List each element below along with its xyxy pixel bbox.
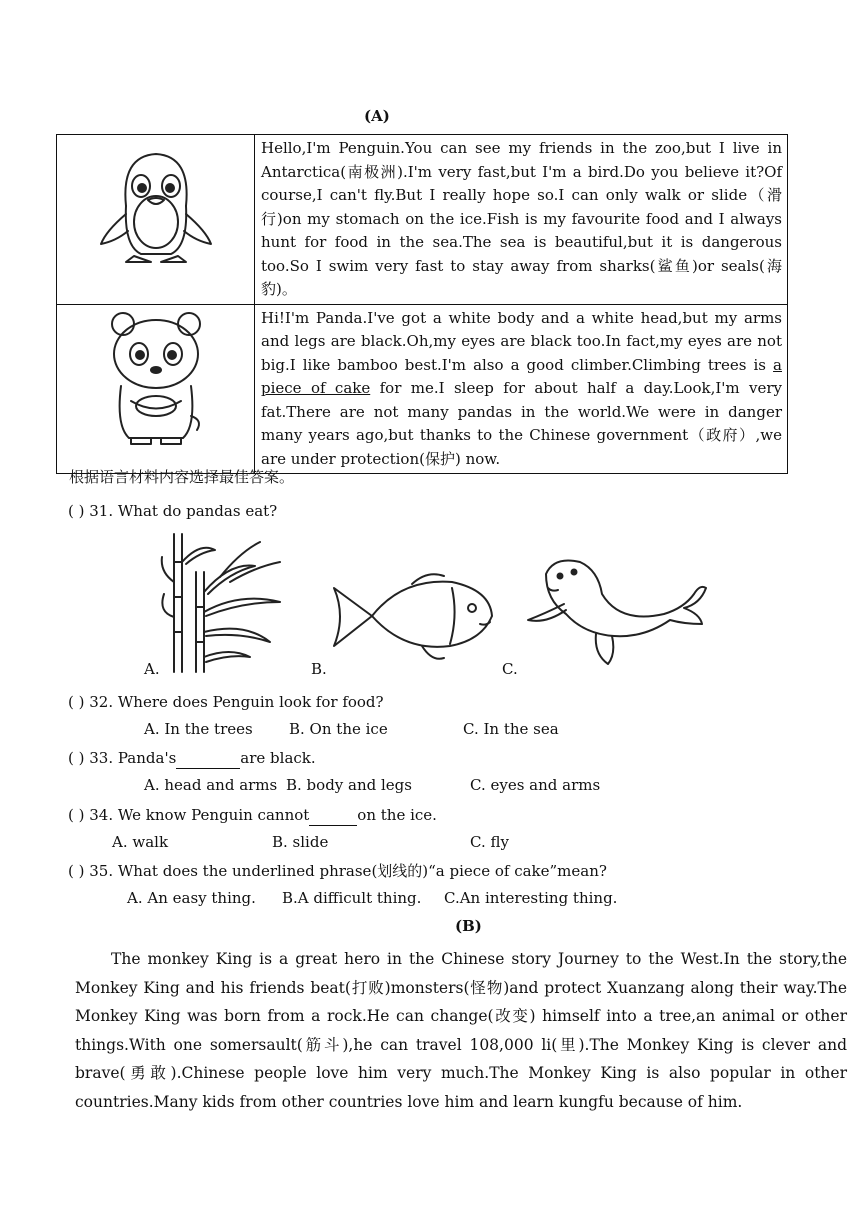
option-32-b[interactable]: B. On the ice <box>289 720 388 738</box>
question-34 <box>68 805 437 826</box>
panda-passage <box>255 304 788 474</box>
panda-text-after: for me.I sleep for about half a day.Look,I'm very fat.There are not many pandas in the world.We were in danger many years ago,but thanks to the Chinese government（政府）,we are under protection(保护) now. <box>261 379 782 468</box>
question-35 <box>68 861 607 881</box>
instruction: 根据语言材料内容选择最佳答案。 <box>69 468 295 486</box>
panda-text-before: Hi!I'm Panda.I've got a white body and a white head,but my arms and legs are black.Oh,my eyes are black too.In fact,my eyes are not big.I like bamboo best.I'm also a good climber.Climbing trees is <box>261 308 782 374</box>
monkey-king-passage: The monkey King is a great hero in the Chinese story Journey to the West.In the story,the Monkey King and his friends beat(打败)monsters(怪物)and protect Xuanzang along their way.The Monkey King was born from a rock.He can change(改变) himself into a tree,an animal or other things.With one somersault(筋斗),he can travel 108,000 li(里).The Monkey King is clever and brave(勇敢).Chinese people love him very much.The Monkey King is also popular in other countries.Many kids from other countries love him and learn kungfu because of him. <box>75 950 847 1111</box>
option-31-b[interactable]: B. <box>311 660 327 678</box>
penguin-row <box>57 135 788 305</box>
question-33-text-after: are black. <box>240 749 316 767</box>
question-32 <box>68 692 384 712</box>
answer-blank-34[interactable]: ( ) <box>68 806 85 824</box>
question-35-text: 35. What does the underlined phrase(划线的)“a piece of cake”mean? <box>89 862 607 880</box>
option-31-a[interactable]: A. <box>144 660 160 678</box>
underlined-phrase: a piece of cake <box>261 355 782 397</box>
penguin-illustration <box>96 136 216 266</box>
question-34-text-after: on the ice. <box>357 806 437 824</box>
question-34-text-before: 34. We know Penguin cannot <box>89 806 310 824</box>
answer-blank-32[interactable]: ( ) <box>68 693 85 711</box>
seal-picture <box>524 554 708 670</box>
option-33-c[interactable]: C. eyes and arms <box>470 776 601 794</box>
fish-picture <box>332 568 496 664</box>
option-34-a[interactable]: A. walk <box>112 833 169 851</box>
option-32-c[interactable]: C. In the sea <box>463 720 559 738</box>
answer-blank-31[interactable]: ( ) <box>68 502 85 520</box>
panda-row <box>57 304 788 474</box>
answer-blank-33[interactable]: ( ) <box>68 749 85 767</box>
panda-picture-cell <box>57 304 255 474</box>
option-32-a[interactable]: A. In the trees <box>144 720 253 738</box>
option-34-b[interactable]: B. slide <box>272 833 329 851</box>
section-b-title: (B) <box>455 917 482 935</box>
penguin-picture-cell <box>57 135 255 305</box>
option-34-c[interactable]: C. fly <box>470 833 509 851</box>
bamboo-picture <box>160 532 310 674</box>
question-33-text-before: 33. Panda's <box>89 749 177 767</box>
penguin-passage: Hello,I'm Penguin.You can see my friends in the zoo,but I live in Antarctica(南极洲).I'm very fast,but I'm a bird.Do you believe it?Of course,I can't fly.But I really hope so.I can only walk or slide（滑行)on my stomach on the ice.Fish is my favourite food and I always hunt for food in the sea.The sea is beautiful,but it is dangerous too.So I swim very fast to stay away from sharks(鲨鱼)or seals(海豹)。 <box>255 135 788 305</box>
option-33-a[interactable]: A. head and arms <box>144 776 278 794</box>
option-35-c[interactable]: C.An interesting thing. <box>444 889 618 907</box>
fill-blank-34[interactable] <box>309 805 357 826</box>
question-32-text: 32. Where does Penguin look for food? <box>89 693 384 711</box>
question-33 <box>68 748 316 769</box>
section-a-title: (A) <box>364 107 390 125</box>
option-33-b[interactable]: B. body and legs <box>286 776 412 794</box>
fill-blank-33[interactable] <box>176 748 240 769</box>
passage-table <box>56 134 788 474</box>
option-35-a[interactable]: A. An easy thing. <box>127 889 256 907</box>
question-31-text: 31. What do pandas eat? <box>89 502 278 520</box>
question-31 <box>68 501 277 521</box>
option-31-c[interactable]: C. <box>502 660 518 678</box>
panda-illustration <box>101 306 211 446</box>
option-35-b[interactable]: B.A difficult thing. <box>282 889 422 907</box>
answer-blank-35[interactable]: ( ) <box>68 862 85 880</box>
